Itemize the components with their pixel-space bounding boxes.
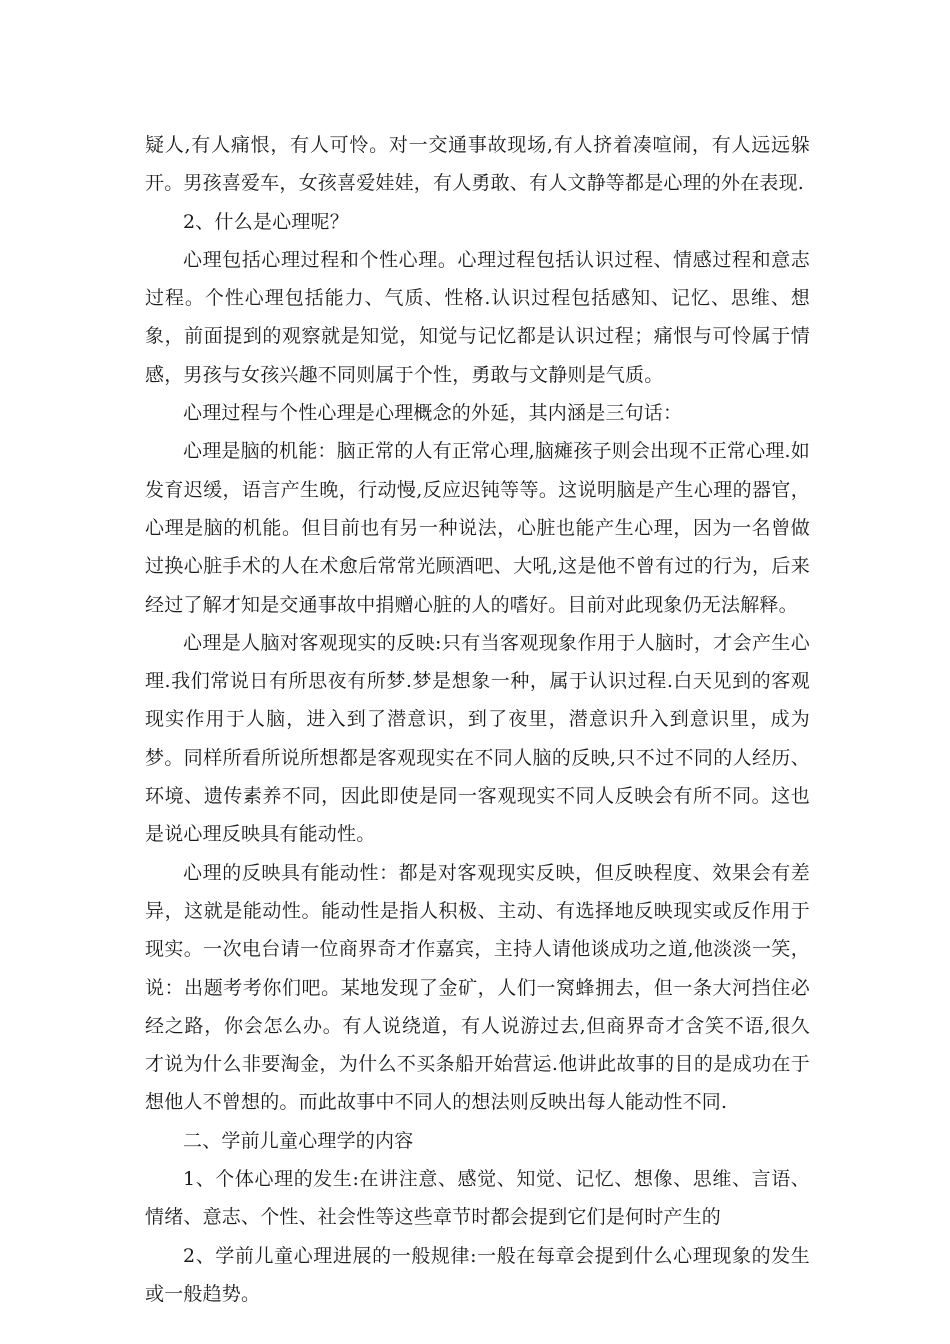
paragraph: 2、学前儿童心理进展的一般规律:一般在每章会提到什么心理现象的发生或一般趋势。 bbox=[145, 1244, 810, 1305]
document-body bbox=[145, 126, 810, 1313]
paragraph: 心理的反映具有能动性：都是对客观现实反映，但反映程度、效果会有差异，这就是能动性。能动性是指人积极、主动、有选择地反映现实或反作用于现实。一次电台请一位商界奇才作嘉宾，主持人请他谈成功之道,他淡淡一笑，说：出题考考你们吧。某地发现了金矿，人们一窝蜂拥去，但一条大河挡住必经之路，你会怎么办。有人说绕道，有人说游过去,但商界奇才含笑不语,很久才说为什么非要淘金，为什么不买条船开始营运.他讲此故事的目的是成功在于想他人不曾想的。而此故事中不同人的想法则反映出每人能动性不同. bbox=[145, 861, 810, 1114]
paragraph-heading-what-is-psychology: 2、什么是心理呢？ bbox=[183, 210, 349, 233]
paragraph: 心理是脑的机能：脑正常的人有正常心理,脑瘫孩子则会出现不正常心理.如发育迟缓，语言产生晚，行动慢,反应迟钝等等。这说明脑是产生心理的器官，心理是脑的机能。但目前也有另一种说法，心脏也能产生心理，因为一名曾做过换心脏手术的人在术愈后常常光顾酒吧、大吼,这是他不曾有过的行为，后来经过了解才知是交通事故中捐赠心脏的人的嗜好。目前对此现象仍无法解释。 bbox=[145, 440, 810, 616]
paragraph: 疑人,有人痛恨，有人可怜。对一交通事故现场,有人挤着凑喧闹，有人远远躲开。男孩喜爱车，女孩喜爱娃娃，有人勇敢、有人文静等都是心理的外在表现. bbox=[145, 134, 810, 195]
paragraph: 心理包括心理过程和个性心理。心理过程包括认识过程、情感过程和意志过程。个性心理包括能力、气质、性格.认识过程包括感知、记忆、思维、想象，前面提到的观察就是知觉，知觉与记忆都是认识过程；痛恨与可怜属于情感，男孩与女孩兴趣不同则属于个性，勇敢与文静则是气质。 bbox=[145, 248, 810, 386]
paragraph: 1、个体心理的发生:在讲注意、感觉、知觉、记忆、想像、思维、言语、情绪、意志、个性、社会性等这些章节时都会提到它们是何时产生的 bbox=[145, 1168, 810, 1229]
paragraph: 心理是人脑对客观现实的反映:只有当客观现象作用于人脑时，才会产生心理.我们常说日有所思夜有所梦.梦是想象一种，属于认识过程.白天见到的客观现实作用于人脑，进入到了潜意识，到了夜里，潜意识升入到意识里，成为梦。同样所看所说所想都是客观现实在不同人脑的反映,只不过不同的人经历、环境、遗传素养不同，因此即使是同一客观现实不同人反映会有所不同。这也是说心理反映具有能动性。 bbox=[145, 631, 810, 846]
section-heading: 二、学前儿童心理学的内容 bbox=[183, 1129, 414, 1152]
paragraph: 心理过程与个性心理是心理概念的外延，其内涵是三句话： bbox=[183, 402, 683, 425]
